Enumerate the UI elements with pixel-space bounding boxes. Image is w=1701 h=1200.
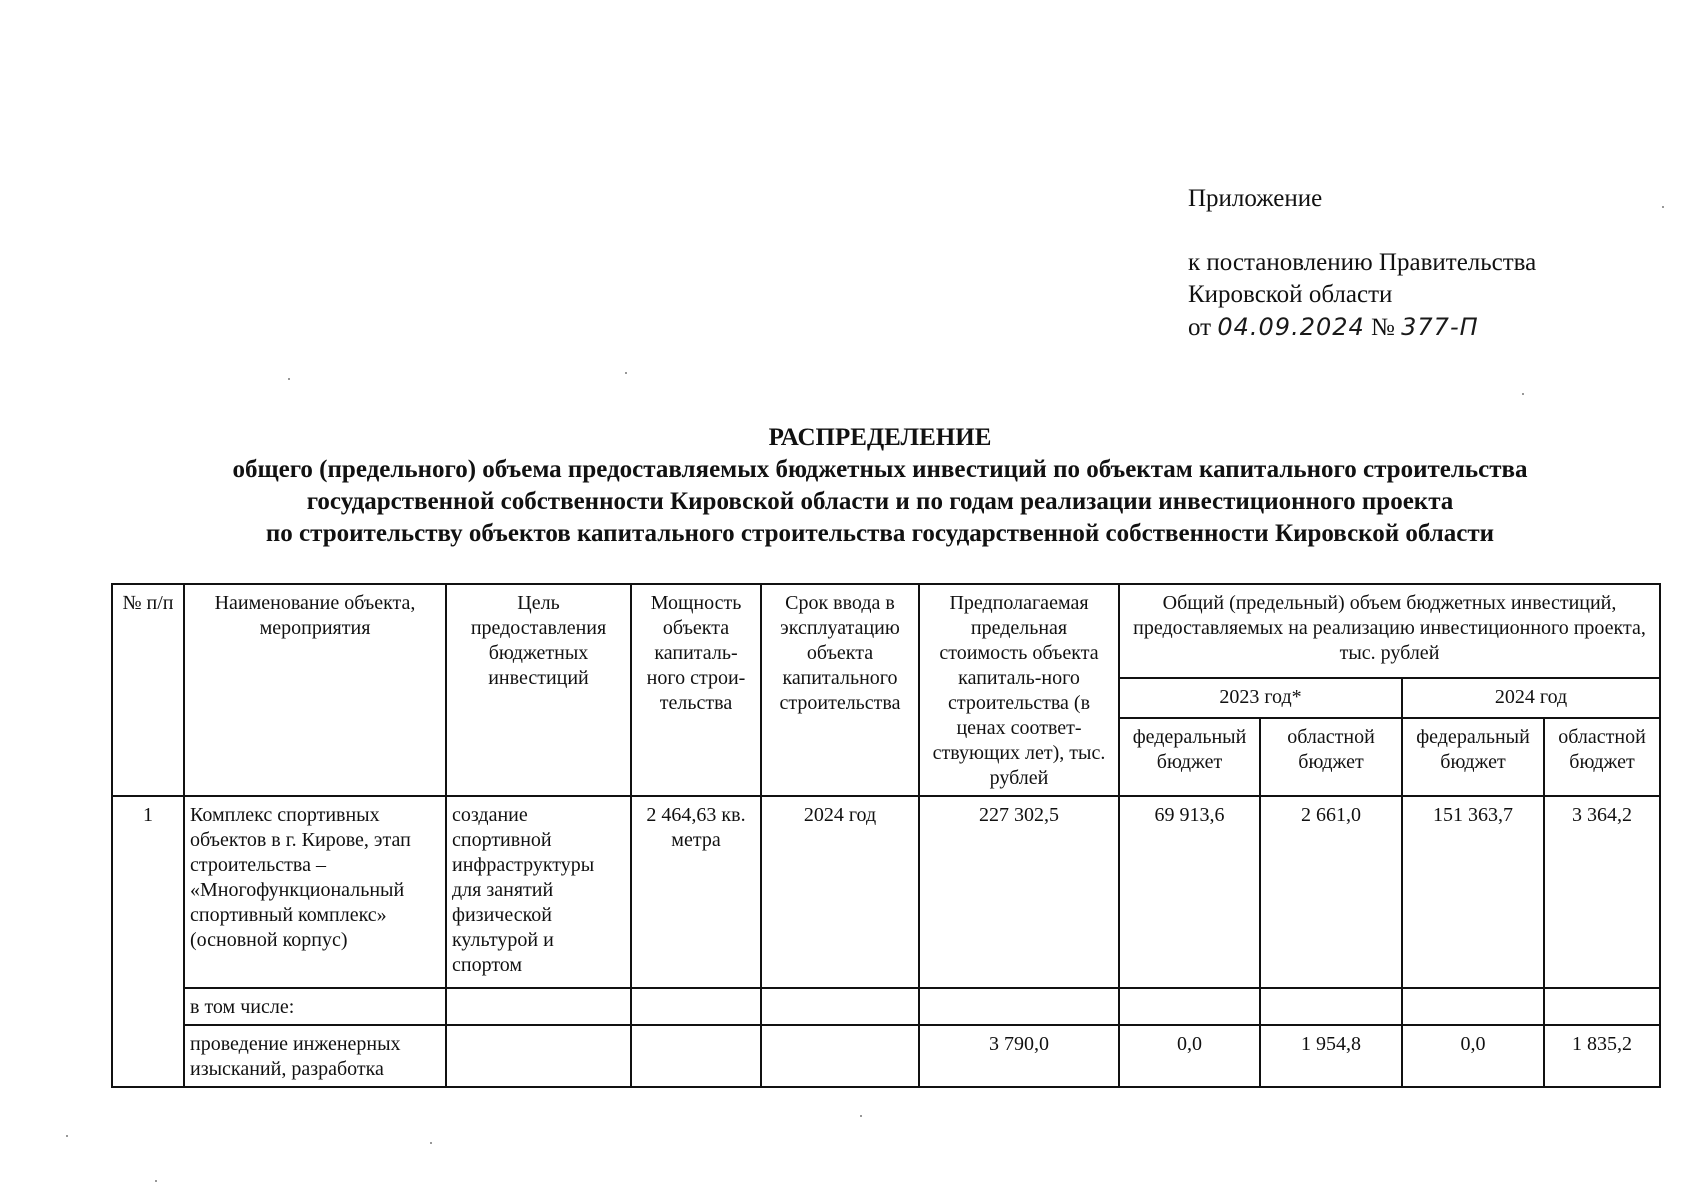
scan-speck: [1522, 393, 1524, 395]
header-cost: Предполагаемая предельная стоимость объекта капиталь-ного строительства (в ценах соответ-ствующих лет), тыс. рублей: [919, 584, 1119, 796]
date-prefix: от: [1188, 314, 1212, 341]
header-goal: Цель предоставления бюджетных инвестиций: [446, 584, 631, 796]
scan-speck: [66, 1135, 68, 1137]
empty-cell: [761, 1025, 919, 1087]
row-reg-2023: 2 661,0: [1260, 796, 1402, 988]
row-name: Комплекс спортивных объектов в г. Кирове, этап строительства – «Многофункциональный спортивный комплекс» (основной корпус): [184, 796, 446, 988]
empty-cell: [446, 1025, 631, 1087]
table-row: [112, 1025, 1660, 1087]
table-row: [112, 796, 1660, 988]
scan-speck: [1662, 206, 1664, 208]
attachment-block: [1188, 183, 1536, 344]
row-fed-2024: 0,0: [1402, 1025, 1544, 1087]
empty-cell: [446, 988, 631, 1025]
header-capacity: Мощность объекта капиталь-ного строи-тельства: [631, 584, 761, 796]
scan-speck: [155, 1180, 157, 1182]
empty-cell: [631, 988, 761, 1025]
row-cost: 3 790,0: [919, 1025, 1119, 1087]
handwritten-date: 04.09.2024: [1217, 313, 1365, 341]
row-goal: создание спортивной инфраструктуры для занятий физической культурой и спортом: [446, 796, 631, 988]
budget-table: [111, 583, 1661, 1088]
empty-cell: [1402, 988, 1544, 1025]
attachment-title: Приложение: [1188, 185, 1323, 212]
empty-cell: [631, 1025, 761, 1087]
row-reg-2024: 3 364,2: [1544, 796, 1660, 988]
empty-cell: [919, 988, 1119, 1025]
header-total: Общий (предельный) объем бюджетных инвестиций, предоставляемых на реализацию инвестиционного проекта, тыс. рублей: [1119, 584, 1660, 678]
row-name: проведение инженерных изысканий, разработка: [184, 1025, 446, 1087]
header-reg-2023: областной бюджет: [1260, 718, 1402, 796]
row-capacity: 2 464,63 кв. метра: [631, 796, 761, 988]
header-deadline: Срок ввода в эксплуатацию объекта капитального строительства: [761, 584, 919, 796]
heading-line-3: по строительству объектов капитального строительства государственной собственности Кировской области: [265, 520, 1495, 547]
row-name: в том числе:: [184, 988, 446, 1025]
attachment-line-1: к постановлению Правительства: [1188, 249, 1537, 276]
attachment-date-line: [1188, 311, 1536, 344]
header-fed-2024: федеральный бюджет: [1402, 718, 1544, 796]
document-heading: [100, 422, 1660, 550]
header-year-2023: 2023 год*: [1119, 678, 1402, 718]
header-row-1: [112, 584, 1660, 678]
row-reg-2024: 1 835,2: [1544, 1025, 1660, 1087]
handwritten-number: 377-П: [1401, 313, 1479, 341]
empty-cell: [1544, 988, 1660, 1025]
row-fed-2023: 69 913,6: [1119, 796, 1260, 988]
table-row: [112, 988, 1660, 1025]
scan-speck: [430, 1142, 432, 1144]
number-prefix: №: [1371, 314, 1395, 341]
row-num: 1: [112, 796, 184, 1087]
scan-speck: [860, 1115, 862, 1117]
heading-line-2: государственной собственности Кировской области и по годам реализации инвестиционного проекта: [306, 488, 1454, 515]
header-fed-2023: федеральный бюджет: [1119, 718, 1260, 796]
row-cost: 227 302,5: [919, 796, 1119, 988]
attachment-line-2: Кировской области: [1188, 281, 1393, 308]
empty-cell: [761, 988, 919, 1025]
heading-line-1: общего (предельного) объема предоставляемых бюджетных инвестиций по объектам капитального строительства: [232, 456, 1528, 483]
empty-cell: [1260, 988, 1402, 1025]
header-year-2024: 2024 год: [1402, 678, 1660, 718]
heading-title: РАСПРЕДЕЛЕНИЕ: [768, 424, 992, 451]
row-fed-2023: 0,0: [1119, 1025, 1260, 1087]
row-deadline: 2024 год: [761, 796, 919, 988]
row-fed-2024: 151 363,7: [1402, 796, 1544, 988]
row-reg-2023: 1 954,8: [1260, 1025, 1402, 1087]
header-name: Наименование объекта, мероприятия: [184, 584, 446, 796]
scan-speck: [625, 372, 627, 374]
header-reg-2024: областной бюджет: [1544, 718, 1660, 796]
header-num: № п/п: [112, 584, 184, 796]
empty-cell: [1119, 988, 1260, 1025]
scan-speck: [288, 378, 290, 380]
